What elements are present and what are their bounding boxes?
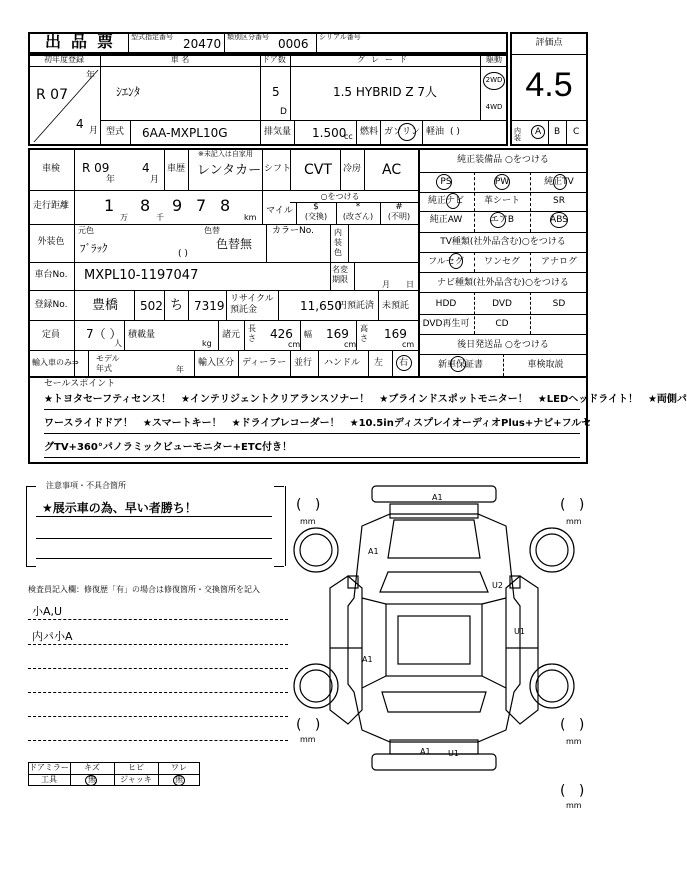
mileage-km: km <box>244 213 257 222</box>
name-change-month: 月 <box>382 280 390 289</box>
interior-b: B <box>554 127 561 137</box>
fuel-label: 燃料 <box>360 127 379 137</box>
mileage-digit-3: 9 <box>172 196 183 215</box>
first-reg-label: 初年度登録 <box>44 55 84 64</box>
mileage-unknown: (不明) <box>387 212 411 221</box>
sales-label: セールスポイント <box>44 379 116 389</box>
notes-bracket <box>26 486 286 566</box>
sales-line-1: ★トヨタセーフティセンス！ ★インテリジェントクリアランスソナー！ ★ブラインドスポットモニター！ ★LEDヘッドライト！ ★両側パ <box>44 394 687 405</box>
height-value: 169 <box>384 327 407 341</box>
notes-label: 注意事項・不具合箇所 <box>46 481 126 490</box>
damage-mark-left-front: A1 <box>368 547 379 556</box>
tread-rr-mm: mm <box>566 737 582 746</box>
legend-jack-value: 無 <box>175 775 183 784</box>
type-no: 20470 <box>183 37 222 51</box>
load-unit: kg <box>202 339 212 348</box>
reg-number: 7319 <box>194 299 225 313</box>
navi-dvd: DVD <box>492 299 512 309</box>
ac-label: 冷房 <box>343 164 362 174</box>
legend-scratch: キズ <box>84 763 100 772</box>
shaken-label: 車検 <box>41 164 60 174</box>
length-unit: cm <box>288 340 301 349</box>
grade-value: 1.5 HYBRID Z 7人 <box>332 85 438 99</box>
capacity-value: 7（ ） <box>86 327 122 341</box>
tread-fr: ( ) <box>560 497 585 513</box>
damage-mark-right-door: U2 <box>492 581 503 590</box>
reg-label: 登録No. <box>34 300 68 310</box>
damage-mark-rear-2: U1 <box>448 749 459 758</box>
mileage-digit-5: 8 <box>220 196 231 215</box>
usage-value: レンタカー <box>197 163 262 178</box>
length-value: 426 <box>270 327 293 341</box>
length-label: 長さ <box>248 324 256 343</box>
usage-label: 車歴 <box>167 164 186 174</box>
inspector-line-1: 小A,U <box>32 605 63 618</box>
form-title: 出品票 <box>45 32 124 51</box>
recycle-label: リサイクル預託金 <box>230 294 274 315</box>
mark-star: * <box>355 202 361 212</box>
score-label: 評価点 <box>535 38 563 48</box>
damage-mark-left-rear: A1 <box>362 655 373 664</box>
width-value: 169 <box>326 327 349 341</box>
orig-color: ﾌﾞﾗｯｸ <box>80 242 108 255</box>
tv-fullseg: フルセグ <box>428 257 464 267</box>
score-value: 4.5 <box>525 66 573 104</box>
legend-tools-value: 無 <box>88 775 96 784</box>
color-change-label: 色替 <box>204 226 220 235</box>
mileage-sen: 千 <box>156 213 164 222</box>
reg-kana: ち <box>170 298 184 313</box>
shift-label: シフト <box>264 164 292 174</box>
legend-break: ワレ <box>171 763 187 772</box>
color-no-label: カラーNo. <box>272 226 314 236</box>
equip-ps: PS <box>440 177 452 187</box>
doors-value: 5 <box>272 85 280 99</box>
navi-hdd: HDD <box>435 299 457 309</box>
later-manual: 車検取説 <box>527 360 564 370</box>
interior-color-label: 内装色 <box>334 228 342 257</box>
shaken-month-unit: 月 <box>150 175 160 185</box>
doors-unit: D <box>280 107 287 117</box>
import-label: 輸入車のみ⇒ <box>32 358 79 367</box>
width-unit: cm <box>344 340 357 349</box>
fuel-diesel: 軽油 <box>426 127 445 137</box>
car-name: ｼｴﾝﾀ <box>116 85 141 99</box>
legend-mirror: ドアミラー <box>29 763 69 772</box>
later-warranty: 新車保証書 <box>437 360 483 370</box>
recycle-amount: 11,650 <box>300 299 342 313</box>
mileage-man: 万 <box>120 213 128 222</box>
tread-spare: ( ) <box>560 783 585 799</box>
damage-mark-front: A1 <box>432 493 443 502</box>
model-value: 6AA-MXPL10G <box>142 126 228 140</box>
drive-4wd: 4WD <box>485 103 503 111</box>
shaken-year-unit: 年 <box>106 175 116 185</box>
fuel-gasoline: ガソリン <box>384 127 421 137</box>
mileage-mile: マイル <box>266 206 293 216</box>
tv-analog: アナログ <box>540 257 577 267</box>
first-reg-year-unit: 年 <box>86 71 96 81</box>
chassis-value: MXPL10-1197047 <box>84 268 199 283</box>
inspector-label: 検査員記入欄：修復歴「有」の場合は修復箇所・交換箇所を記入 <box>28 585 260 594</box>
load-label: 積載量 <box>128 330 156 340</box>
width-label: 幅 <box>304 330 312 339</box>
import-parallel: 並行 <box>294 358 313 368</box>
cat-no-label: 類別区分番号 <box>227 33 269 41</box>
orig-color-label: 元色 <box>78 226 94 235</box>
model-label: 型式 <box>106 127 125 137</box>
height-unit: cm <box>402 340 415 349</box>
height-label: 高さ <box>360 324 368 343</box>
legend-jack: ジャッキ <box>120 775 152 784</box>
damage-mark-right-rear: U1 <box>514 627 525 636</box>
mileage-digit-4: 7 <box>196 196 207 215</box>
later-title: 後日発送品 ○をつける <box>457 340 549 350</box>
type-no-label: 型式指定番号 <box>131 33 173 41</box>
sales-line-3: グTV+360°パノラミックビューモニター+ETC付き！ <box>44 442 292 453</box>
mark-hash: # <box>395 202 403 212</box>
inspector-line-2: 内パ小A <box>32 630 73 643</box>
ac-value: AC <box>382 162 402 178</box>
recycle-unit: 円預託済 <box>338 301 375 311</box>
interior-a: A <box>535 127 542 137</box>
equip-abs: ABS <box>550 215 568 225</box>
equip-sr: SR <box>553 196 565 206</box>
car-diagram <box>290 480 600 810</box>
fuel-other: ( ) <box>450 127 460 137</box>
equip-airbag: エアB <box>489 215 515 225</box>
displacement-unit: cc <box>344 132 353 141</box>
handle-left: 左 <box>374 358 384 368</box>
navi-cd: CD <box>495 319 509 329</box>
mileage-digit-1: 1 <box>104 196 115 215</box>
tread-rl-mm: mm <box>300 735 316 744</box>
handle-label: ハンドル <box>324 358 361 368</box>
grade-label: グレード <box>357 55 413 64</box>
drive-2wd: 2WD <box>485 76 503 84</box>
tread-fl-mm: mm <box>300 517 316 526</box>
tread-spare-mm: mm <box>566 801 582 810</box>
displacement-label: 排気量 <box>264 127 292 137</box>
interior-label: 内装 <box>514 127 521 142</box>
shaken-era: R 09 <box>82 161 110 175</box>
color-paren: ( ) <box>178 249 188 259</box>
recycle-not: 未預託 <box>382 301 410 311</box>
handle-right: 右 <box>399 358 409 368</box>
tread-fl: ( ) <box>296 497 321 513</box>
doors-label: ドア数 <box>262 55 286 64</box>
name-change-day: 日 <box>406 280 414 289</box>
import-div-label: 輸入区分 <box>198 358 235 368</box>
shift-value: CVT <box>304 162 332 178</box>
serial-label: シリアル番号 <box>319 33 361 41</box>
tread-fr-mm: mm <box>566 517 582 526</box>
equip-tv: 純正TV <box>544 177 574 187</box>
reg-class: 502 <box>140 299 163 313</box>
mileage-mark-hint: ○をつける <box>320 192 360 201</box>
mark-dollar: $ <box>313 202 319 212</box>
mileage-exchange: (交換) <box>304 212 328 221</box>
damage-mark-rear-1: A1 <box>420 747 431 756</box>
model-year-label: モデル年式 <box>96 354 120 373</box>
cat-no: 0006 <box>278 37 309 51</box>
model-year-unit: 年 <box>176 365 184 374</box>
color-change: 色替無 <box>216 237 253 251</box>
legend-crack: ヒビ <box>128 763 144 772</box>
navi-title: ナビ種類(社外品含む)○をつける <box>437 278 569 288</box>
drive-label: 駆動 <box>486 55 502 64</box>
name-change-label: 名変期限 <box>332 265 348 284</box>
tv-title: TV種類(社外品含む)○をつける <box>440 237 566 247</box>
size-label: 諸元 <box>222 330 241 340</box>
legend-tools: 工具 <box>41 775 57 784</box>
notes-text: ★展示車の為、早い者勝ち！ <box>42 501 197 515</box>
first-reg-month: 4 <box>76 117 84 131</box>
interior-c: C <box>573 127 580 137</box>
color-label: 外装色 <box>37 237 65 247</box>
mileage-altered: (改ざん) <box>342 212 374 221</box>
tread-rl: ( ) <box>296 717 321 733</box>
displacement-value: 1.500 <box>312 126 347 140</box>
usage-note: ※未記入は自家用 <box>198 150 253 158</box>
navi-dvd-play: DVD再生可 <box>422 319 470 329</box>
import-dealer: ディーラー <box>242 358 287 368</box>
equip-leather: 革シート <box>483 196 520 206</box>
sales-line-2: ワースライドドア！ ★スマートキー！ ★ドライブレコーダー！ ★10.5inディスプレイオーディオPlus+ナビ+フルセ <box>44 418 592 429</box>
shaken-month: 4 <box>142 161 150 175</box>
reg-city: 豊橋 <box>92 298 119 313</box>
car-name-label: 車 名 <box>170 55 190 64</box>
equip-aw: 純正AW <box>429 215 463 225</box>
capacity-unit: 人 <box>114 339 122 348</box>
equip-pw: PW <box>494 177 510 187</box>
first-reg-era: R 07 <box>36 87 68 103</box>
navi-sd: SD <box>552 299 566 309</box>
mileage-digit-2: 8 <box>140 196 151 215</box>
tread-rr: ( ) <box>560 717 585 733</box>
chassis-label: 車台No. <box>34 270 68 280</box>
capacity-label: 定員 <box>41 330 60 340</box>
tv-oneseg: ワンセグ <box>483 257 520 267</box>
genuine-title: 純正装備品 ○をつける <box>457 155 549 165</box>
first-reg-month-unit: 月 <box>89 126 99 136</box>
mileage-label: 走行距離 <box>32 201 69 211</box>
equip-navi: 純正ナビ <box>427 196 464 206</box>
